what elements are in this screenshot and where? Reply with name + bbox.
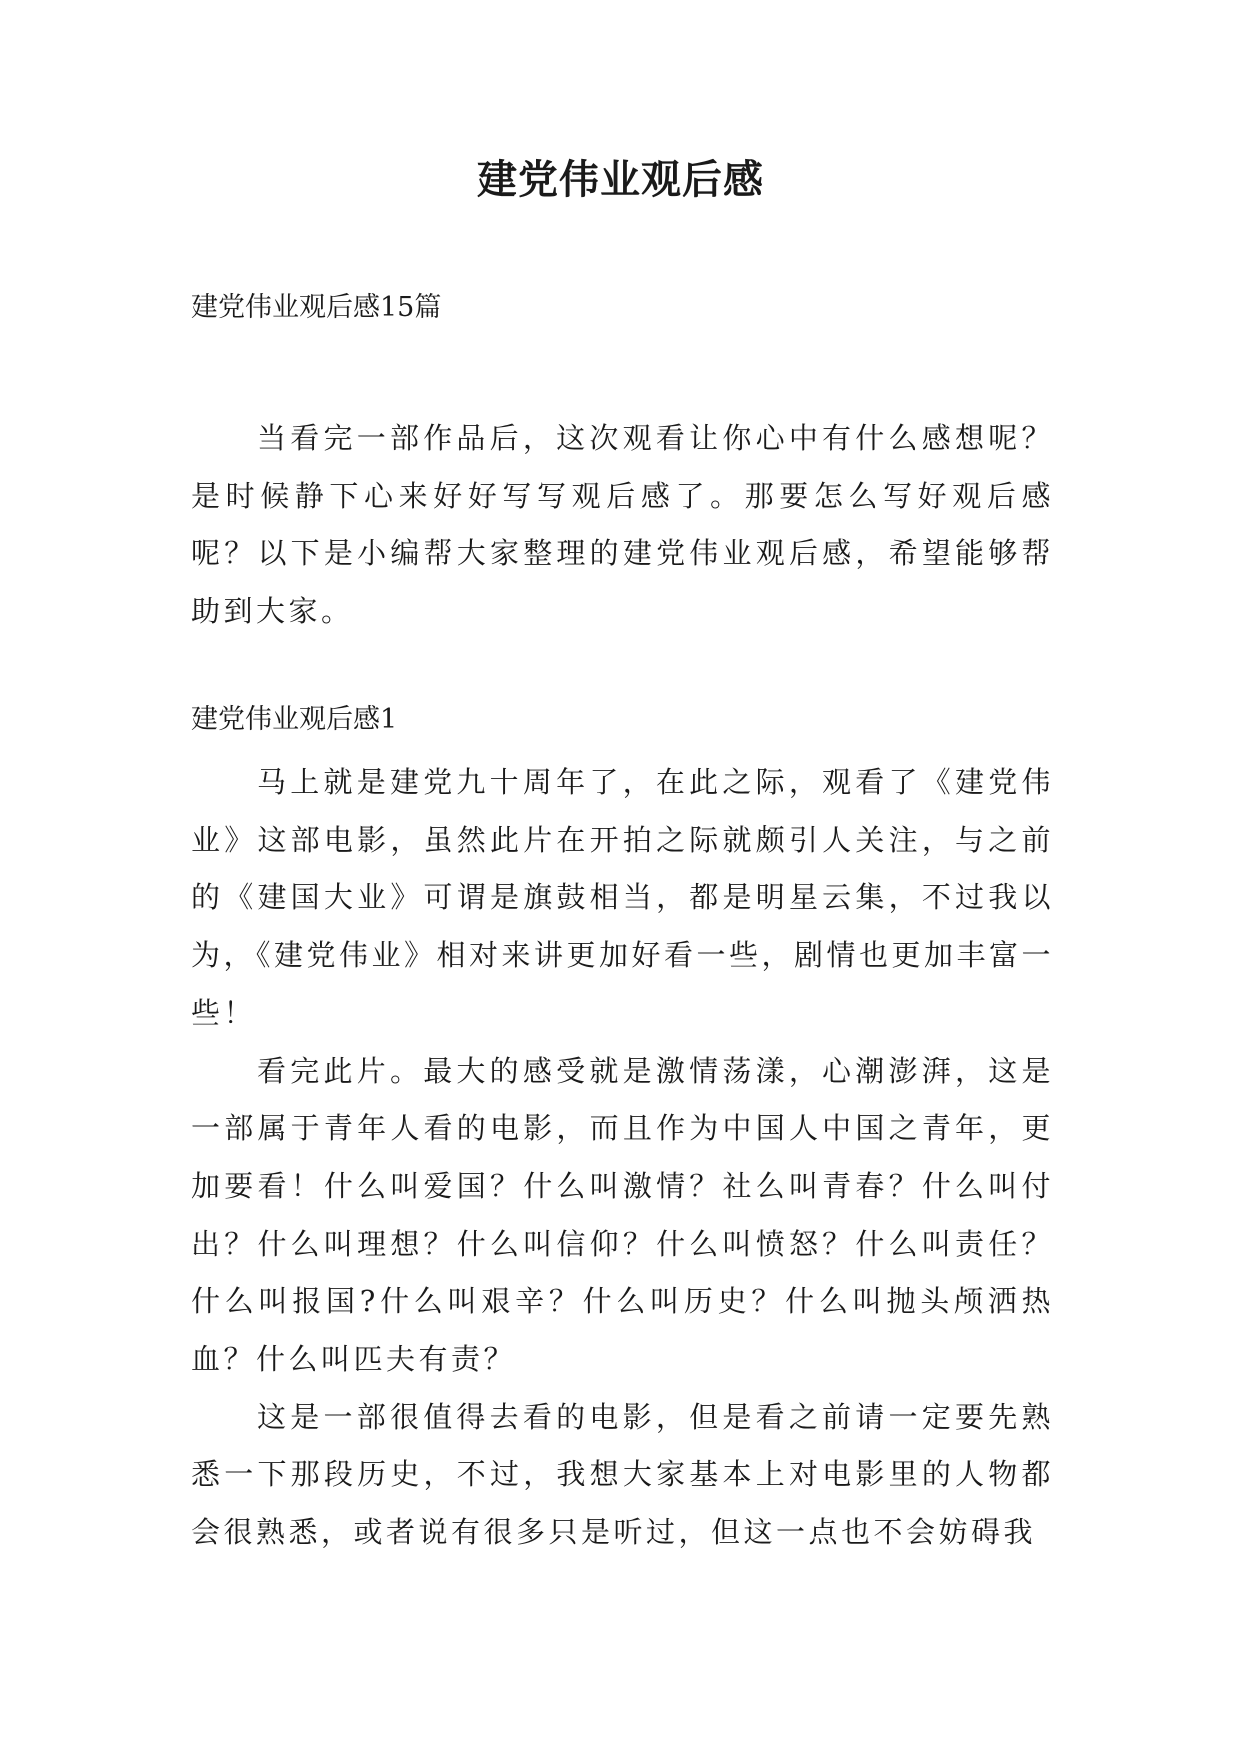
intro-section (191, 410, 1054, 641)
document-subtitle: 建党伟业观后感15篇 (191, 292, 442, 323)
intro-paragraph: 当看完一部作品后，这次观看让你心中有什么感想呢？是时候静下心来好好写写观后感了。那要怎么写好观后感呢？以下是小编帮大家整理的建党伟业观后感，希望能够帮助到大家。 (191, 421, 1054, 629)
body-paragraph: 看完此片。最大的感受就是激情荡漾，心潮澎湃，这是一部属于青年人看的电影，而且作为中国人中国之青年，更加要看！什么叫爱国？什么叫激情？社么叫青春？什么叫付出？什么叫理想？什么叫信仰？什么叫愤怒？什么叫责任？什么叫报国?什么叫艰辛？什么叫历史？什么叫抛头颅洒热血？什么叫匹夫有责？ (191, 1053, 1054, 1377)
document-title: 建党伟业观后感 (477, 157, 764, 203)
body-paragraph: 这是一部很值得去看的电影，但是看之前请一定要先熟悉一下那段历史，不过，我想大家基本上对电影里的人物都会很熟悉，或者说有很多只是听过，但这一点也不会妨碍我 (191, 1399, 1054, 1550)
section-heading: 建党伟业观后感1 (191, 704, 398, 735)
body-paragraph: 马上就是建党九十周年了，在此之际，观看了《建党伟业》这部电影，虽然此片在开拍之际就颇引人关注，与之前的《建国大业》可谓是旗鼓相当，都是明星云集，不过我以为，《建党伟业》相对来讲更加好看一些，剧情也更加丰富一些！ (191, 765, 1055, 1030)
section-body (191, 754, 1054, 1562)
